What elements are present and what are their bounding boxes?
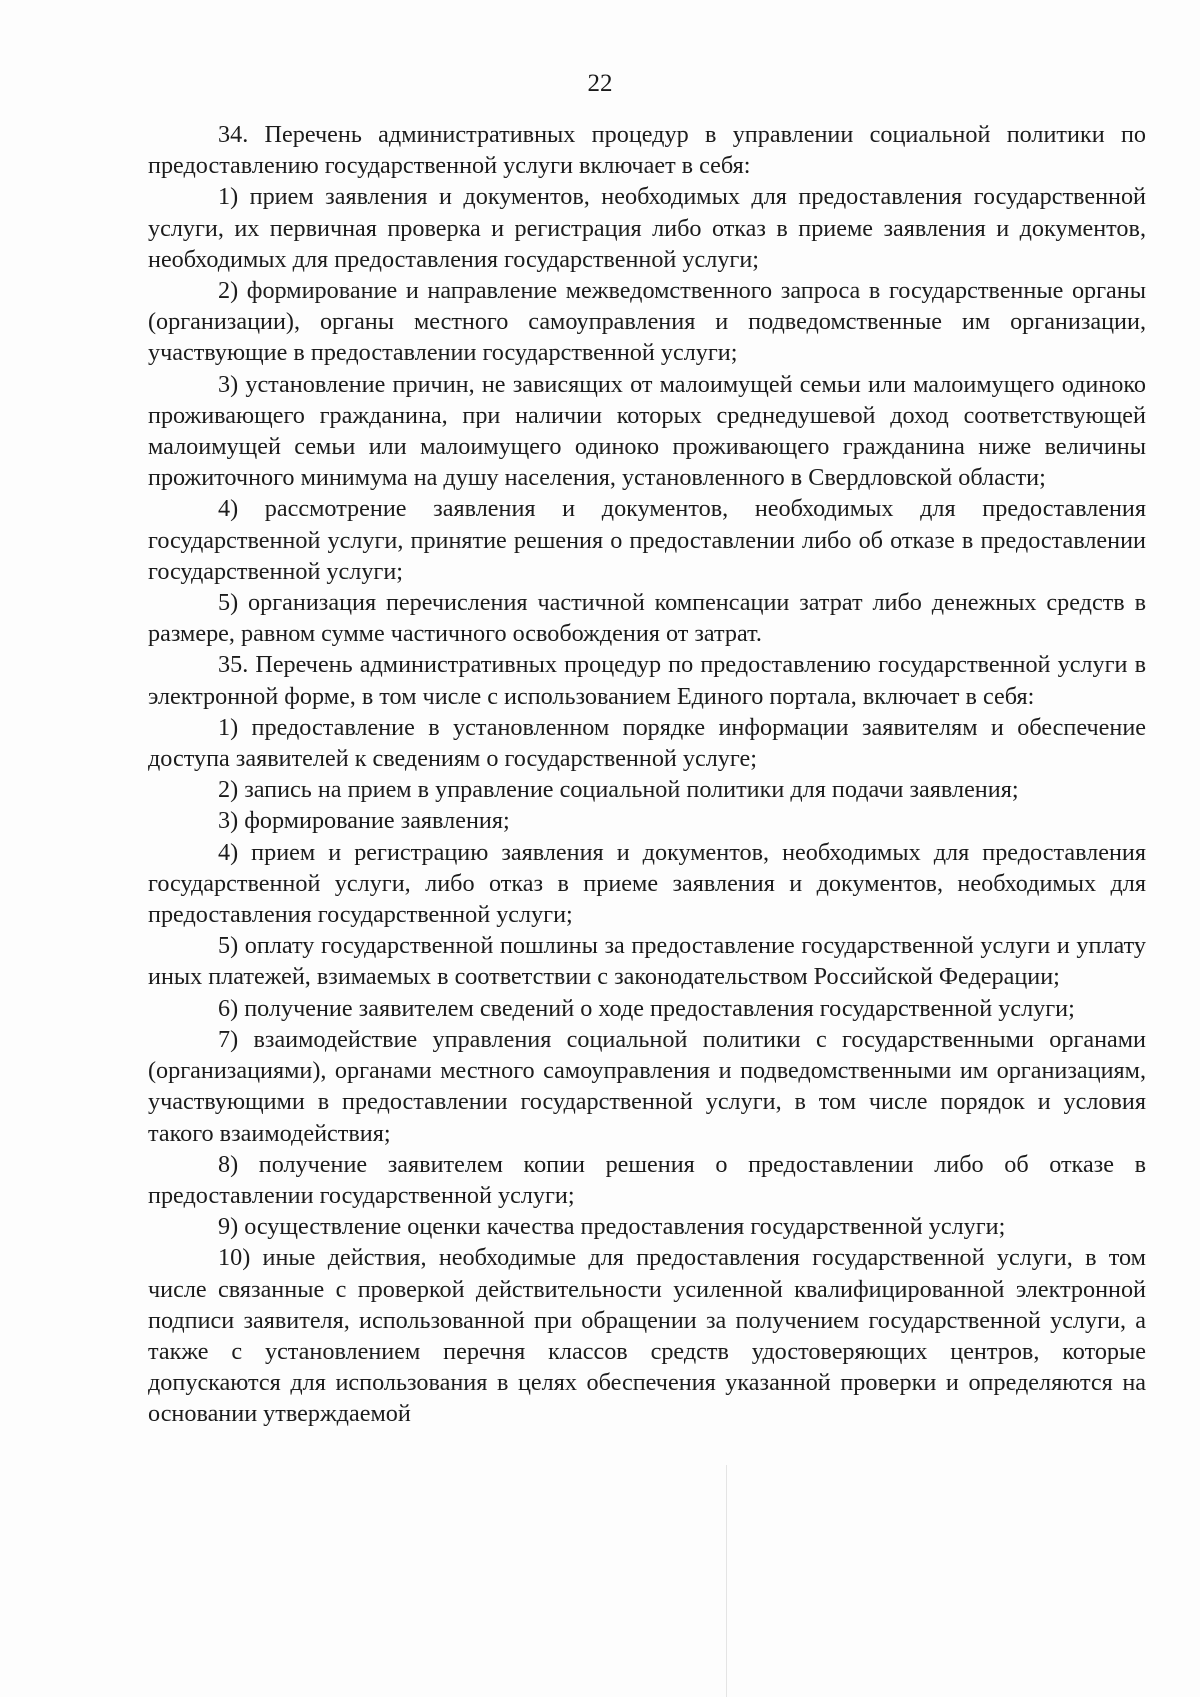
paragraph-35-item-3: 3) формирование заявления; xyxy=(218,807,510,835)
paragraph-34-intro: 34. Перечень административных процедур в управлении социальной политики по предоставлению государственной услуги включает в себя: xyxy=(148,121,1146,180)
paragraph-34-item-4: 4) рассмотрение заявления и документов, необходимых для предоставления государственной услуги, принятие решения о предоставлении либо об отказе в предоставлении государственной услуги; xyxy=(148,495,1146,585)
paragraph-35-item-6: 6) получение заявителем сведений о ходе предоставления государственной услуги; xyxy=(218,994,1075,1022)
paragraph-35-item-9: 9) осуществление оценки качества предоставления государственной услуги; xyxy=(218,1213,1006,1241)
paragraph-35-intro: 35. Перечень административных процедур по предоставлению государственной услуги в электронной форме, в том числе с использованием Единого портала, включает в себя: xyxy=(148,651,1146,710)
paragraph-35-item-8: 8) получение заявителем копии решения о предоставлении либо об отказе в предоставлении государственной услуги; xyxy=(148,1150,1146,1209)
paragraph-35-item-7: 7) взаимодействие управления социальной политики с государственными органами (организациями), органами местного самоуправления и подведомственными им организациям, участвующими в предоставлении государственной услуги, в том числе порядок и условия такого взаимодействия; xyxy=(148,1025,1146,1147)
scan-artifact-line xyxy=(726,1465,727,1697)
paragraph-34-item-3: 3) установление причин, не зависящих от малоимущей семьи или малоимущего одиноко проживающего гражданина, при наличии которых среднедушевой доход соответствующей малоимущей семьи или малоимущего одиноко проживающего гражданина ниже величины прожиточного минимума на душу населения, установленного в Свердловской области; xyxy=(148,370,1146,492)
paragraph-34-item-2: 2) формирование и направление межведомственного запроса в государственные органы (организации), органы местного самоуправления и подведомственные им организации, участвующие в предоставлении государственной услуги; xyxy=(148,277,1146,367)
paragraph-35-item-4: 4) прием и регистрацию заявления и документов, необходимых для предоставления государственной услуги, либо отказ в приеме заявления и документов, необходимых для предоставления государственной услуги; xyxy=(148,838,1146,929)
page-number: 22 xyxy=(587,70,613,97)
document-body xyxy=(148,119,1146,1430)
paragraph-34-item-1: 1) прием заявления и документов, необходимых для предоставления государственной услуги, их первичная проверка и регистрация либо отказ в приеме заявления и документов, необходимых для предоставления государственной услуги; xyxy=(148,183,1146,273)
paragraph-35-item-2: 2) запись на прием в управление социальной политики для подачи заявления; xyxy=(218,776,1019,804)
paragraph-35-item-5: 5) оплату государственной пошлины за предоставление государственной услуги и уплату иных платежей, взимаемых в соответствии с законодательством Российской Федерации; xyxy=(148,932,1146,991)
paragraph-35-item-10: 10) иные действия, необходимые для предоставления государственной услуги, в том числе связанные с проверкой действительности усиленной квалифицированной электронной подписи заявителя, использованной при обращении за получением государственной услуги, а также с установлением перечня классов средств удостоверяющих центров, которые допускаются для использования в целях обеспечения указанной проверки и определяются на основании утверждаемой xyxy=(148,1244,1146,1428)
paragraph-34-item-5: 5) организация перечисления частичной компенсации затрат либо денежных средств в размере, равном сумме частичного освобождения от затрат. xyxy=(148,589,1146,648)
paragraph-35-item-1: 1) предоставление в установленном порядке информации заявителям и обеспечение доступа заявителей к сведениям о государственной услуге; xyxy=(148,713,1146,773)
